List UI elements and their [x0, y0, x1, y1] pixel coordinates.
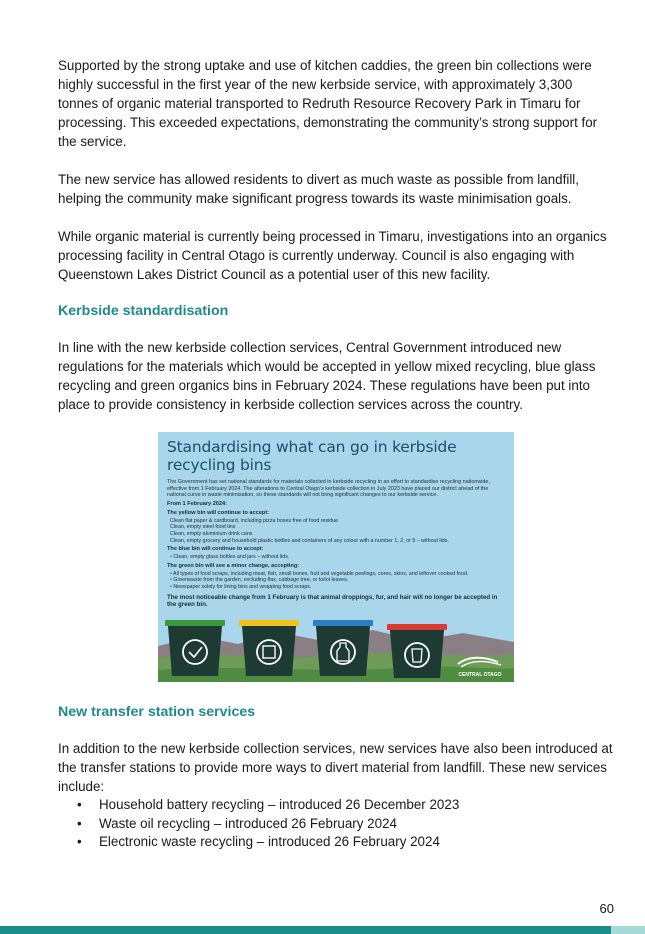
paragraph-kerbside-regulations: In line with the new kerbside collection services, Central Government introduced new regulations for the materials which would be accepted in yellow mixed recycling, blue glass recycling and green organics bins in February 2024. These regulations have been put into place to provide consistency in kerbside collection services across the country.	[58, 340, 596, 412]
list-item: • Waste oil recycling – introduced 26 February 2024	[99, 815, 614, 834]
green-bin-item: • Greenwaste from the garden, excluding flax, cabbage tree, or toitoi leaves.	[170, 577, 349, 584]
page-content	[58, 56, 614, 852]
recycling-infographic	[158, 432, 514, 682]
bullet-icon: •	[170, 570, 174, 577]
paragraph-processing-facility: While organic material is currently being processed in Timaru, investigations into an organics processing facility in Central Otago is currently underway. Council is also engaging with Queenstown Lakes District Council as a potential user of this new facility.	[58, 229, 607, 282]
green-bin-item: • All types of food scraps, including meat, fish, small bones, fruit and vegetable peelings, cores, skins, and leftover cooked food.	[170, 570, 469, 577]
infographic-title: Standardising what can go in kerbside recycling bins	[167, 438, 457, 474]
blue-bin-item: • Clean, empty glass bottles and jars – without lids.	[170, 554, 290, 561]
infographic-intro: The Government has set national standards for materials collected in kerbside recycling in an effort to standardise recycling nationwide, effective from 1 February 2024. The alterations to Central Otago’s kerbside collection in July 2023 have placed our district ahead of the national curve in waste minimisation, so these standards will not bring significant changes to our kerbside service.	[167, 479, 490, 499]
blue-bin-icon	[313, 620, 373, 676]
yellow-bin-item: Clean flat paper & cardboard, including pizza boxes free of food residue	[170, 517, 339, 524]
yellow-bin-item: Clean, empty steel food tins	[170, 524, 236, 531]
blue-bin-heading: The blue bin will continue to accept:	[167, 546, 264, 553]
bullet-icon: •	[77, 815, 82, 831]
paragraph-landfill-diversion: The new service has allowed residents to divert as much waste as possible from landfill, helping the community make significant progress towards its waste minimisation goals.	[58, 172, 579, 206]
green-bin-heading: The green bin will see a minor change, accepting:	[167, 562, 300, 569]
page-number: 60	[599, 901, 614, 916]
infographic-date: From 1 February 2024:	[167, 500, 228, 507]
bullet-icon: •	[77, 834, 82, 849]
infographic-notice: The most noticeable change from 1 February is that animal droppings, fur, and hair will no longer be accepted in the green bin.	[167, 593, 498, 608]
red-bin-icon	[387, 624, 447, 678]
heading-kerbside-standardisation: Kerbside standardisation	[58, 303, 229, 319]
heading-transfer-station-services: New transfer station services	[58, 704, 256, 720]
list-item: • Electronic waste recycling – introduced 26 February 2024	[99, 833, 614, 852]
green-bin-item: • Newspaper solely for lining bins and wrapping food scraps.	[170, 583, 312, 590]
yellow-bin-item: Clean, empty aluminium drink cans	[170, 530, 253, 537]
bullet-icon: •	[170, 554, 174, 561]
footer-bar-accent	[611, 926, 645, 934]
bullet-icon: •	[170, 583, 174, 590]
bullet-icon: •	[170, 577, 174, 584]
logo-text: CENTRAL OTAGO	[458, 672, 502, 678]
yellow-bin-icon	[239, 620, 299, 676]
green-bin-icon	[165, 620, 225, 676]
footer-bar	[0, 926, 645, 934]
paragraph-transfer-services: In addition to the new kerbside collection services, new services have also been introduced at the transfer stations to provide more ways to divert material from landfill. These new services include:	[58, 741, 613, 794]
bins-landscape-illustration	[158, 612, 514, 682]
paragraph-organics-uptake: Supported by the strong uptake and use of kitchen caddies, the green bin collections were highly successful in the first year of the new kerbside service, with approximately 3,300 tonnes of organic material transported to Redruth Resource Recovery Park in Timaru for processing. This exceeded expectations, demonstrating the community’s strong support for the service.	[58, 58, 598, 149]
yellow-bin-heading: The yellow bin will continue to accept:	[167, 509, 269, 516]
transfer-services-list	[58, 796, 614, 852]
yellow-bin-item: Clean, empty grocery and household plastic bottles and containers of any colour with a number 1, 2, or 5 – without lids.	[170, 537, 449, 544]
figure	[58, 432, 614, 682]
bullet-icon: •	[77, 797, 82, 812]
list-item: • Household battery recycling – introduced 26 December 2023	[99, 796, 614, 815]
